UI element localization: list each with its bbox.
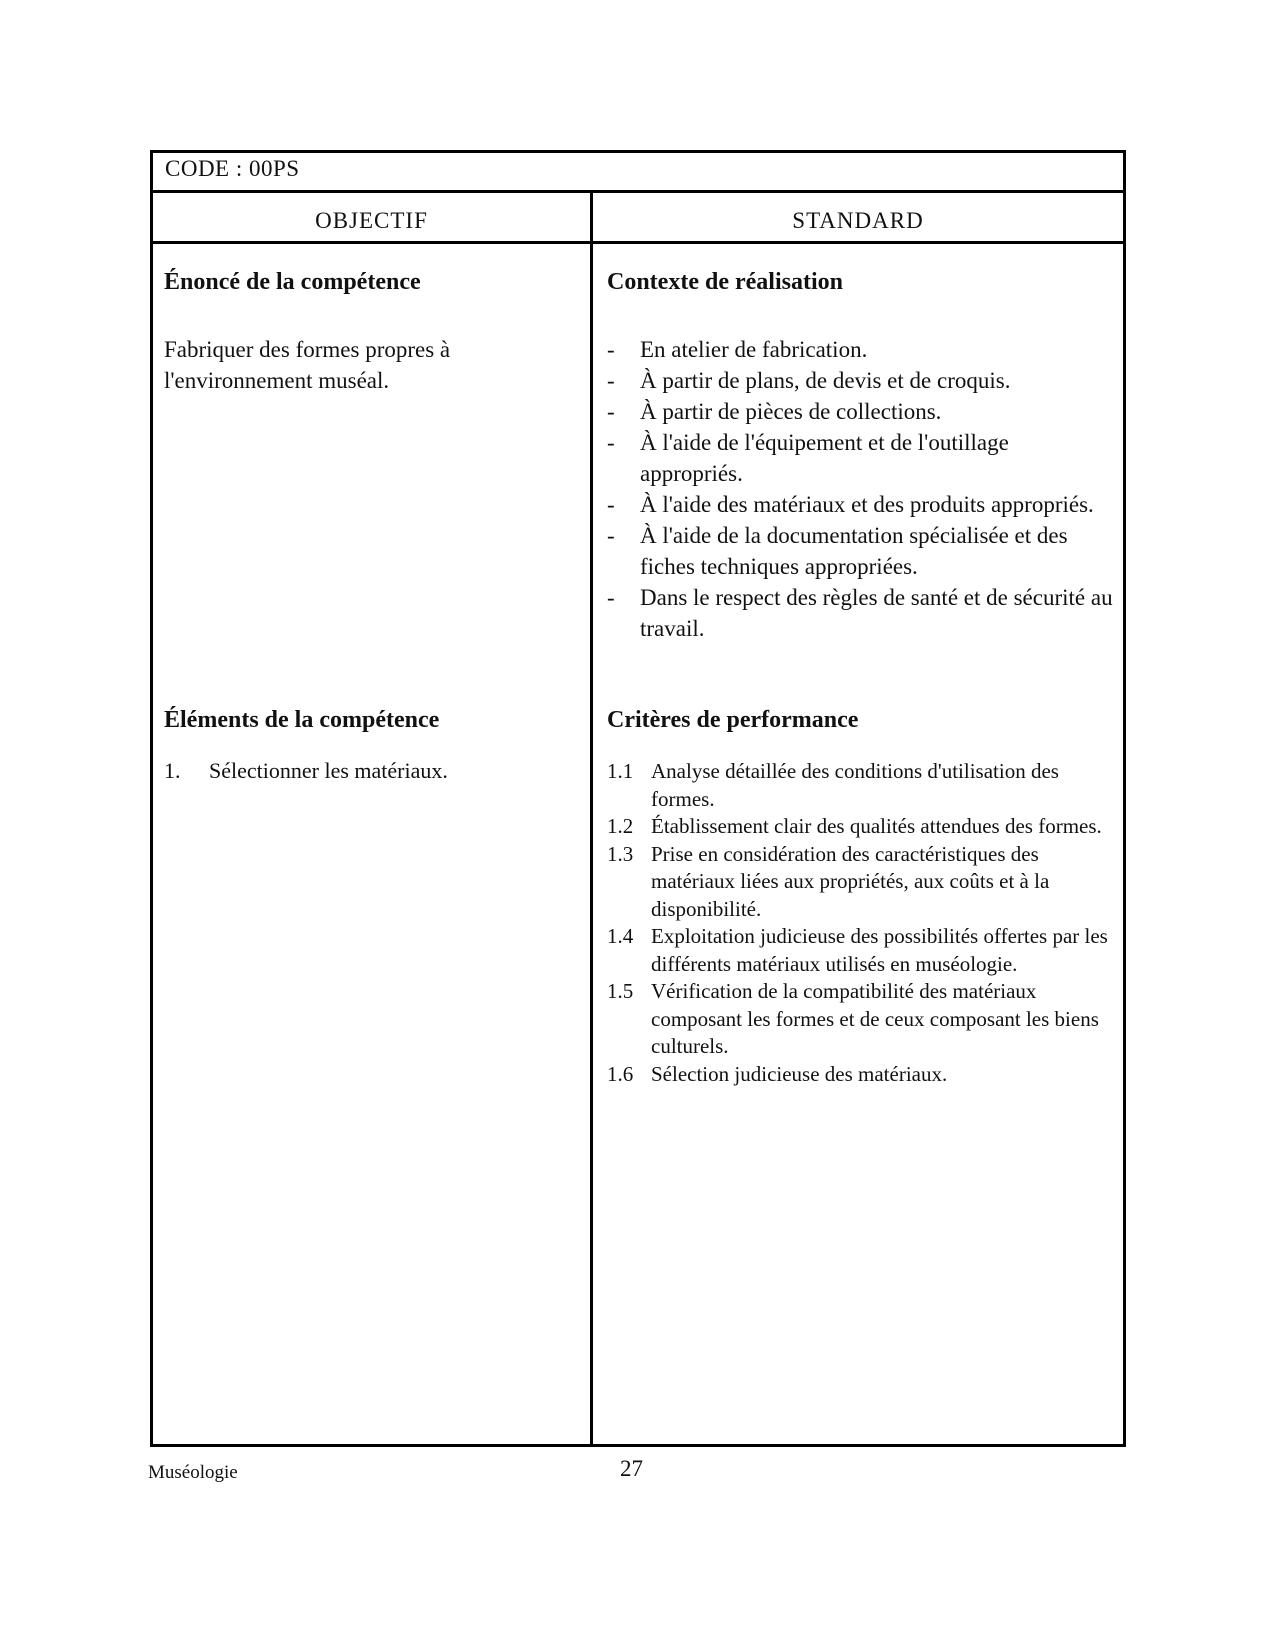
critere-item	[607, 758, 1117, 813]
competency-table	[150, 150, 1126, 1447]
contexte-item	[607, 365, 1117, 396]
critere-text: Exploitation judicieuse des possibilités offertes par les différents matériaux utilisés en muséologie.	[651, 924, 1108, 976]
header-row	[153, 193, 1123, 244]
critere-text: Prise en considération des caractéristiques des matériaux liées aux propriétés, aux coûts et à la disponibilité.	[651, 841, 1050, 921]
code-label: CODE : 00PS	[153, 153, 1123, 193]
dash-bullet: -	[607, 368, 615, 393]
critere-item	[607, 923, 1117, 978]
contexte-title: Contexte de réalisation	[607, 269, 843, 295]
contexte-item	[607, 520, 1117, 582]
critere-item	[607, 841, 1117, 924]
critere-number: 1.1	[607, 759, 634, 783]
contexte-item	[607, 334, 1117, 365]
critere-text: Sélection judicieuse des matériaux.	[651, 1061, 948, 1086]
critere-item	[607, 978, 1117, 1061]
dash-bullet: -	[607, 337, 615, 362]
footer-program: Muséologie	[148, 1462, 238, 1483]
contexte-item	[607, 489, 1117, 520]
critere-number: 1.5	[607, 979, 634, 1003]
contexte-text: À l'aide de la documentation spécialisée et des fiches techniques appropriées.	[640, 523, 1068, 579]
enonce-text: Fabriquer des formes propres à l'environnement muséal.	[164, 337, 451, 393]
header-standard: STANDARD	[792, 208, 924, 233]
element-item	[164, 757, 448, 785]
header-objectif: OBJECTIF	[315, 208, 428, 233]
critere-item	[607, 813, 1117, 841]
contexte-list	[607, 334, 1117, 644]
contexte-text: Dans le respect des règles de santé et de sécurité au travail.	[640, 585, 1113, 641]
dash-bullet: -	[607, 523, 615, 548]
page-number: 27	[620, 1456, 643, 1481]
contexte-text: À partir de pièces de collections.	[640, 399, 942, 424]
critere-number: 1.2	[607, 814, 634, 838]
contexte-text: À l'aide de l'équipement et de l'outillage appropriés.	[640, 430, 1009, 486]
critere-number: 1.6	[607, 1061, 634, 1086]
dash-bullet: -	[607, 399, 615, 424]
contexte-text: À l'aide des matériaux et des produits appropriés.	[640, 492, 1094, 517]
critere-number: 1.3	[607, 841, 634, 866]
dash-bullet: -	[607, 585, 615, 610]
critere-text: Établissement clair des qualités attendues des formes.	[651, 814, 1102, 838]
contexte-item	[607, 396, 1117, 427]
critere-text: Analyse détaillée des conditions d'utilisation des formes.	[651, 759, 1059, 811]
element-number: 1.	[164, 758, 181, 783]
enonce-title: Énoncé de la compétence	[164, 269, 421, 295]
element-text: Sélectionner les matériaux.	[209, 758, 448, 783]
dash-bullet: -	[607, 430, 615, 455]
criteres-list	[607, 758, 1117, 1088]
critere-number: 1.4	[607, 924, 634, 948]
dash-bullet: -	[607, 492, 615, 517]
criteres-title: Critères de performance	[607, 707, 859, 733]
contexte-text: À partir de plans, de devis et de croquis.	[640, 368, 1011, 393]
contexte-item	[607, 582, 1117, 644]
critere-text: Vérification de la compatibilité des matériaux composant les formes et de ceux composant les biens culturels.	[651, 979, 1099, 1058]
contexte-item	[607, 427, 1117, 489]
column-divider	[590, 193, 593, 1444]
contexte-text: En atelier de fabrication.	[640, 337, 868, 362]
elements-title: Éléments de la compétence	[164, 707, 440, 733]
critere-item	[607, 1061, 1117, 1089]
